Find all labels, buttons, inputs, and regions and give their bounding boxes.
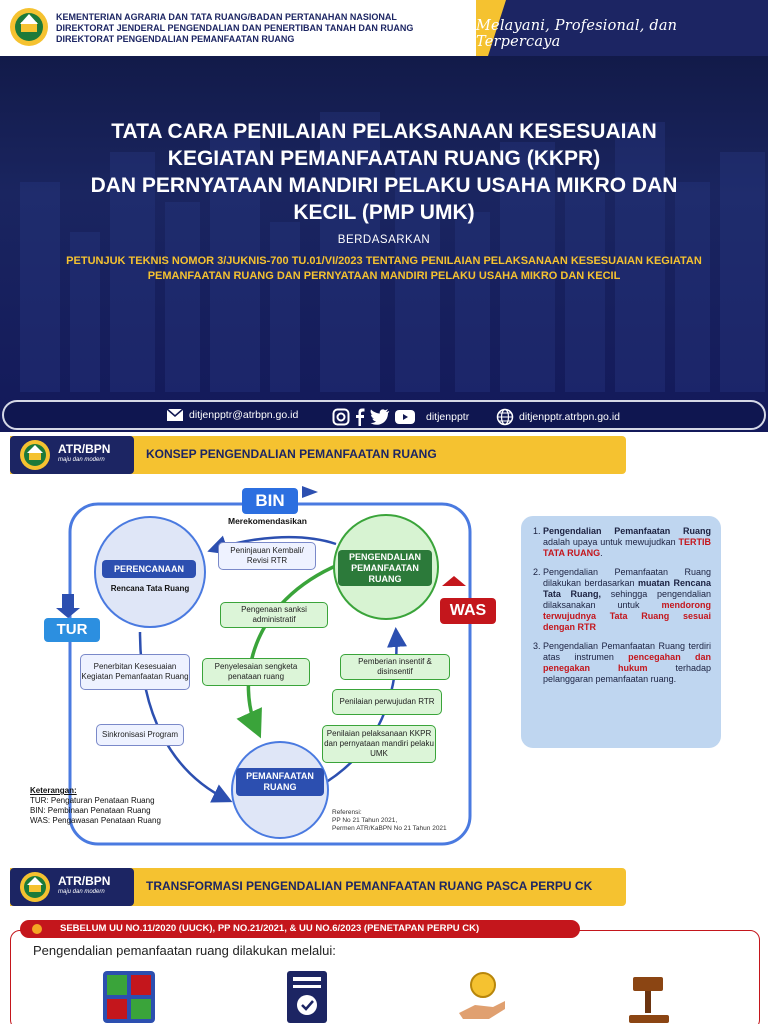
mail-icon — [166, 408, 184, 422]
pengendalian-tag: PENGENDALIAN PEMANFAATAN RUANG — [338, 550, 432, 586]
ref-line-3: Permen ATR/KaBPN No 21 Tahun 2021 — [332, 825, 447, 832]
perencanaan-tag: PERENCANAAN — [102, 560, 196, 578]
was-label: WAS — [440, 598, 496, 624]
gavel-icon — [623, 969, 679, 1024]
motto: Melayani, Profesional, dan Terpercaya — [476, 18, 678, 50]
pemanfaatan-tag: PEMANFAATAN RUANG — [236, 768, 324, 796]
transformation-slide — [0, 864, 768, 1024]
juknis-line-1: PETUNJUK TEKNIS NOMOR 3/JUKNIS-700 TU.01/VI/2023 TENTANG PENILAIAN PELAKSANAAN KESESUAIAN KEGIATAN — [66, 255, 702, 267]
bin-label: BIN — [242, 488, 298, 514]
penilaian-kkpr-box: Penilaian pelaksanaan KKPR dan pernyataan mandiri pelaku UMK — [322, 725, 436, 763]
cover-title — [0, 118, 768, 226]
logo-name: ATR/BPN — [58, 874, 111, 888]
title-line-4: KECIL (PMP UMK) — [293, 201, 475, 224]
title-line-3: DAN PERNYATAAN MANDIRI PELAKU USAHA MIKRO DAN — [90, 174, 678, 197]
ministry-line-3: DIREKTORAT PENGENDALIAN PEMANFAATAN RUANG — [56, 34, 295, 44]
title-line-1: TATA CARA PENILAIAN PELAKSANAAN KESESUAIAN — [111, 120, 657, 143]
sanksi-box: Pengenaan sanksi administratif — [220, 602, 328, 628]
atr-bpn-logo-icon — [18, 871, 52, 903]
atr-bpn-badge — [10, 868, 134, 906]
sinkronisasi-box: Sinkronisasi Program — [96, 724, 184, 746]
website-contact[interactable] — [496, 408, 620, 426]
perwujudan-box: Penilaian perwujudan RTR — [332, 689, 442, 715]
hand-award-icon — [453, 969, 509, 1024]
top-bar — [0, 0, 768, 56]
info-item-3: 3. Pengendalian Pemanfaatan Ruang terdiri atas instrumen pencegahan dan penegakan hukum terhadap pelanggaran pemanfaatan ruang. — [543, 641, 711, 685]
period-label: SEBELUM UU NO.11/2020 (UUCK), PP NO.21/2021, & UU NO.6/2023 (PENETAPAN PERPU CK) — [60, 923, 480, 934]
info-item-1: 1. Pengendalian Pemanfaatan Ruang adalah upaya untuk mewujudkan TERTIB TATA RUANG. — [543, 526, 711, 559]
period-bar — [20, 920, 580, 938]
merekomendasikan-label: Merekomendasikan — [228, 516, 307, 526]
legend-bin: BIN: Pembinaan Penataan Ruang — [30, 806, 151, 815]
intro-paragraph: Pengendalian pemanfaatan ruang dilakukan melalui: — [33, 943, 336, 958]
facebook-icon — [355, 408, 365, 426]
contact-bar — [2, 400, 766, 430]
title-line-2: KEGIATAN PEMANFAATAN RUANG (KKPR) — [167, 147, 601, 170]
legend-was: WAS: Pengawasan Penataan Ruang — [30, 816, 161, 825]
email-contact[interactable] — [166, 408, 298, 422]
map-grid-icon — [101, 969, 157, 1024]
bullet-icon — [32, 924, 42, 934]
social-contact[interactable] — [332, 408, 469, 426]
legend — [30, 786, 161, 826]
logo-tagline: maju dan modern — [58, 889, 105, 895]
youtube-icon — [395, 410, 415, 424]
globe-icon — [496, 408, 514, 426]
juknis-reference — [0, 254, 768, 284]
legend-title: Keterangan: — [30, 786, 77, 795]
certificate-icon — [279, 969, 335, 1024]
info-panel — [521, 516, 721, 748]
ref-line-1: Referensi: — [332, 809, 362, 816]
ref-line-2: PP No 21 Tahun 2021, — [332, 817, 398, 824]
twitter-icon — [370, 409, 390, 425]
penerbitan-box: Penerbitan Kesesuaian Kegiatan Pemanfaatan Ruang — [80, 654, 190, 690]
atr-bpn-logo-icon — [8, 6, 50, 48]
berdasarkan-label: BERDASARKAN — [337, 234, 431, 246]
concept-slide — [0, 432, 768, 864]
info-item-2: 2. Pengendalian Pemanfaatan Ruang dilakukan berdasarkan muatan Rencana Tata Ruang, sehingga pengendalian dilaksanakan untuk mendorong terwujudnya Tata Ruang sesuai dengan RTR — [543, 567, 711, 633]
slide-title: KONSEP PENGENDALIAN PEMANFAATAN RUANG — [146, 447, 437, 461]
slide-title: TRANSFORMASI PENGENDALIAN PEMANFAATAN RUANG PASCA PERPU CK — [146, 879, 593, 893]
rencana-tata-ruang-label: Rencana Tata Ruang — [110, 584, 190, 593]
motto-panel — [476, 0, 768, 56]
peninjauan-box: Peninjauan Kembali/ Revisi RTR — [218, 542, 316, 570]
logo-tagline: maju dan modern — [58, 457, 105, 463]
tur-label: TUR — [44, 618, 100, 642]
cover-slide — [0, 0, 768, 432]
legend-tur: TUR: Pengaturan Penataan Ruang — [30, 796, 155, 805]
content-frame — [10, 930, 760, 1024]
email-text: ditjenpptr@atrbpn.go.id — [189, 409, 299, 421]
sengketa-box: Penyelesaian sengketa penataan ruang — [202, 658, 310, 686]
ministry-name — [56, 12, 413, 45]
ministry-line-2: DIREKTORAT JENDERAL PENGENDALIAN DAN PENERTIBAN TANAH DAN RUANG — [56, 23, 414, 33]
website-text: ditjenpptr.atrbpn.go.id — [519, 411, 620, 423]
reference-note — [332, 809, 447, 833]
social-handle: ditjenpptr — [426, 411, 470, 423]
ministry-line-1: KEMENTERIAN AGRARIA DAN TATA RUANG/BADAN PERTANAHAN NASIONAL — [56, 12, 397, 22]
juknis-line-2: PEMANFAATAN RUANG DAN PERNYATAAN MANDIRI PELAKU USAHA MIKRO DAN KECIL — [147, 270, 621, 282]
insentif-box: Pemberian insentif & disinsentif — [340, 654, 450, 680]
instagram-icon — [332, 408, 350, 426]
logo-name: ATR/BPN — [58, 442, 111, 456]
